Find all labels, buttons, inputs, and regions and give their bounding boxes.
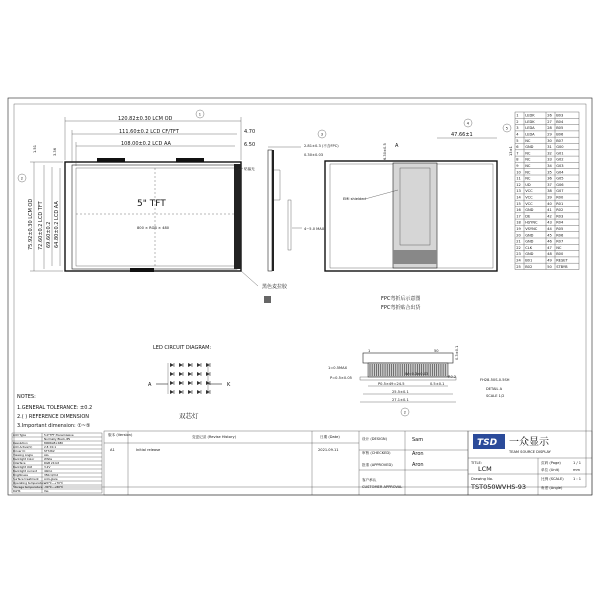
pin-table-cell: 2	[516, 119, 519, 124]
title-label: TITLE:	[471, 461, 482, 465]
scale-value: 1 : 1	[573, 477, 582, 481]
dim-4766: 47.66±1	[451, 132, 473, 138]
notes	[17, 394, 92, 429]
pin-table-cell: HSYNC	[525, 220, 538, 225]
led-diode	[170, 381, 174, 385]
pin-table-cell: VCC	[525, 201, 533, 206]
pin-table-cell: LEDA	[525, 126, 535, 131]
pin-table-cell: B04	[556, 119, 564, 124]
pin-table-cell: GND	[525, 233, 534, 238]
pin-table-cell: VCC	[525, 189, 533, 194]
led-diode	[197, 363, 201, 367]
dim-outline-width: 120.82±0.30 LCM OD	[118, 116, 173, 122]
pin-table-cell: GND	[525, 208, 534, 213]
pin-table-cell: B06	[556, 132, 564, 137]
lcm-outline	[65, 162, 241, 271]
pin-table-cell: 3	[516, 126, 519, 131]
notes-title: NOTES:	[17, 394, 36, 400]
pin-table-cell: 28	[547, 126, 552, 131]
check-value: Aron	[412, 451, 424, 457]
pin-table-cell: R05	[556, 227, 564, 231]
design-label: 设计 (DESIGN)	[362, 437, 387, 441]
pin-table-cell: 34	[547, 164, 552, 168]
pin-table-cell: 38	[547, 189, 552, 194]
pin-table-cell: B00	[556, 252, 564, 257]
check-label: 审核 (CHECKED)	[362, 451, 391, 455]
led-diode	[197, 372, 201, 376]
pin-table-cell: B02	[525, 264, 533, 269]
pin-table-cell: B03	[556, 113, 564, 118]
back-view	[325, 132, 513, 311]
pin-table-cell: 50	[547, 264, 552, 269]
zone-4: 4	[466, 121, 470, 126]
angle-label: 角度 (Angle)	[541, 486, 563, 490]
dim-470: 4.70	[244, 129, 256, 135]
spec-value: 5.0"TFT,Transmissive	[44, 433, 74, 438]
dim-aa-height: 64.80±0.2 LCD AA	[54, 201, 60, 248]
led-circuit	[148, 345, 231, 420]
fpc-pin50: 50	[434, 349, 439, 353]
pin-table-cell: 23	[516, 252, 521, 257]
led-diode	[170, 372, 174, 376]
fpc-dim-r2: R0.2	[448, 375, 457, 379]
unit-label: 单位 (Unit)	[541, 468, 560, 472]
spec-value: Anti-glare	[44, 477, 58, 482]
pin-table-cell: R03	[556, 214, 564, 219]
page-value: 1 / 1	[573, 461, 582, 465]
pin-table-cell: G04	[556, 170, 564, 175]
led-diode	[197, 390, 201, 394]
pin-table-cell: 41	[547, 208, 552, 213]
drawing-label: Drawing No.	[471, 477, 494, 481]
tape-note: 黑色麦拉胶	[262, 284, 288, 290]
pin-table-cell: NC	[525, 164, 531, 168]
top-tab	[97, 158, 125, 162]
spec-value: White	[44, 457, 53, 462]
spec-label: RoHS	[13, 489, 21, 494]
pin-table-cell: 27	[547, 119, 552, 124]
led-diode	[170, 363, 174, 367]
fpc-dim-pitch: P0.5×49=24.5	[378, 382, 405, 386]
pin-table-cell: G00	[556, 145, 564, 150]
pin-table-cell: 45	[547, 233, 552, 238]
pin-table-cell: 13	[516, 189, 521, 194]
spec-label: Viewing Angle	[13, 453, 33, 458]
pin-table-cell: DE	[525, 214, 531, 219]
pin-table-cell: 11	[516, 176, 521, 181]
spec-label: Interface	[13, 461, 26, 466]
pin-table-cell: R00	[556, 195, 564, 200]
svg-text:TSD: TSD	[477, 438, 498, 448]
pin-table-cell: 33	[547, 157, 552, 162]
spec-label: Backlight current	[13, 469, 37, 474]
dim-151: 1.51	[33, 144, 37, 153]
pin-table-cell: B07	[556, 138, 564, 143]
spec-value: ST7262	[44, 449, 55, 454]
spec-value: 40mA	[44, 469, 53, 474]
front-view	[28, 116, 288, 303]
led-cathode: K	[227, 382, 231, 388]
led-diode	[179, 381, 183, 385]
scale-label: 比例 (SCALE)	[541, 477, 564, 481]
rev-date: 2021.09.11	[318, 448, 339, 452]
pin-table-cell: 20	[516, 233, 521, 238]
fpc-detail	[328, 346, 510, 416]
dim-630: 6.30±0.5	[383, 143, 387, 160]
pin-table-cell: 4	[516, 132, 519, 137]
spec-value: -20℃~+70℃	[44, 481, 64, 486]
pin-table-cell: 44	[547, 227, 552, 231]
dim-thickness: 2.81±0.3 (不含FPC)	[304, 144, 339, 148]
polarizer-note: 贴偏光	[244, 167, 255, 171]
approve-value: Aron	[412, 462, 424, 468]
pin-table-cell: 48	[547, 252, 552, 257]
dim-max: 4~5.0 MAX	[304, 227, 325, 231]
active-area	[76, 168, 235, 266]
led-diode	[179, 363, 183, 367]
spec-value: 2.8 ±0.1	[44, 445, 57, 450]
pin-table-cell: G07	[556, 189, 564, 194]
panel-title: 5" TFT	[137, 199, 166, 209]
top-tab-right	[176, 158, 204, 162]
dim-aa-width: 108.00±0.2 LCD AA	[121, 141, 171, 147]
spec-label: Operating temperature	[13, 481, 46, 486]
fpc-note-2: FPC弯折贴合出货	[381, 305, 421, 311]
pin-table-cell: 36	[547, 176, 552, 181]
pin-table-cell: VCC	[525, 195, 533, 200]
zone-1: 1	[198, 112, 202, 117]
pin-table-cell: B05	[556, 126, 564, 131]
led-diode	[179, 390, 183, 394]
drawing-value: TST050WVHS-93	[471, 483, 526, 491]
dim-ctf-width: 111.60±0.2 LCD CF/TFT	[119, 129, 179, 135]
pin-table-cell: 29	[547, 132, 552, 137]
pin-table-cell: G02	[556, 157, 564, 162]
pin-table-cell: R02	[556, 208, 564, 213]
fpc-dim-271: 27.1±0.1	[392, 398, 409, 402]
pin-table-cell: 9	[516, 164, 519, 168]
led-anode: A	[148, 382, 152, 388]
pin-table-cell: 5	[516, 138, 519, 143]
fpc-dim-p05: P=0.5×0.05	[330, 376, 352, 380]
led-diode	[188, 363, 192, 367]
pin-table-cell: 14	[516, 195, 521, 200]
dim-outline-height: 75.92±0.30 LCM OD	[28, 198, 34, 250]
rev-h-ver: 版本 (Version)	[108, 433, 133, 437]
pin-table	[515, 112, 579, 270]
pin-table-cell: NC	[525, 138, 531, 143]
pin-table-cell: 26	[547, 113, 552, 118]
pin-table-cell: NC	[556, 245, 562, 250]
pin-table-cell: 43	[547, 220, 552, 225]
spec-value: RGB 24 bit	[44, 461, 60, 466]
note-3: 3.Important dimension: ①~⑤	[17, 423, 91, 429]
pin-table-cell: NC	[525, 157, 531, 162]
pin-table-cell: R06	[556, 233, 564, 238]
fpc-dim-w: W=0.3±0.03	[405, 372, 429, 376]
pin-table-cell: NC	[525, 176, 531, 181]
zone-2: 2	[20, 176, 24, 181]
dim-336: 3.36	[53, 147, 57, 156]
led-diode	[179, 372, 183, 376]
pin-table-cell: 49	[547, 258, 552, 263]
pin-table-cell: 39	[547, 195, 552, 200]
pin-table-cell: CLK	[525, 245, 533, 250]
pin-table-cell: R01	[556, 201, 564, 206]
spec-label: LCD Type	[13, 433, 26, 438]
fpc-callout: 2	[403, 410, 407, 415]
pin-table-cell: VSYNC	[525, 227, 538, 231]
pin-table-cell: LEDK	[525, 119, 535, 124]
note-2: 2.( ) REFERENCE DIMENSION	[17, 414, 89, 420]
pin-table-cell: STBYB	[556, 264, 568, 269]
pin-table-cell: GND	[525, 239, 534, 244]
pin-table-cell: R04	[556, 220, 564, 225]
design-value: Sam	[412, 437, 424, 443]
zone-3: 3	[320, 132, 324, 137]
title-block	[468, 431, 592, 495]
spec-value: Yes	[44, 489, 49, 494]
pin-table-cell: 30	[547, 138, 552, 143]
dim-131: 13±1	[509, 146, 513, 156]
zone-5: 5	[505, 126, 509, 131]
led-diode	[188, 390, 192, 394]
spec-label: Driver IC	[13, 449, 26, 454]
pin-table-cell: RESET	[556, 258, 568, 263]
led-title: LED CIRCUIT DIAGRAM:	[153, 345, 212, 351]
fpc-note-2: DETAIL A	[486, 387, 503, 391]
fpc-dim-t: 1=0.5MAX	[328, 366, 348, 370]
pin-table-cell: G03	[556, 164, 564, 168]
pin-table-cell: 8	[516, 157, 519, 162]
pin-table-cell: LEDA	[525, 132, 535, 137]
pin-table-cell: B01	[525, 258, 533, 263]
pin-table-cell: 17	[516, 214, 521, 219]
pin-table-cell: 15	[516, 201, 521, 206]
revision-block	[104, 431, 468, 495]
pin-table-cell: 37	[547, 182, 552, 187]
pin-table-cell: 1	[516, 113, 519, 118]
led-diode	[188, 372, 192, 376]
fpc-note-3: SCALE 1/2	[486, 394, 505, 398]
pin-table-cell: 25	[516, 264, 521, 269]
page-label: 页码 (Page)	[541, 461, 561, 465]
pin-table-cell: GND	[525, 252, 534, 257]
pin-table-cell: UD	[525, 182, 531, 187]
title-value: LCM	[478, 465, 492, 473]
pin-table-cell: 22	[516, 245, 521, 250]
dim-650: 6.50	[244, 142, 256, 148]
spec-label: Resolution	[13, 441, 28, 446]
pin-table-cell: G01	[556, 151, 564, 156]
pin-table-cell: 46	[547, 239, 552, 244]
spec-label: Brightness	[13, 473, 28, 478]
spec-value: 800RGB×480	[44, 441, 64, 446]
pin-table-cell: 32	[547, 151, 552, 156]
right-fpc-edge	[234, 164, 241, 269]
pin-table-cell: R07	[556, 239, 564, 244]
led-diode	[197, 381, 201, 385]
approve-label: 批准 (APPROVED)	[362, 463, 393, 467]
pin-table-cell: G06	[556, 182, 564, 187]
rev-desc: Initial release	[136, 448, 161, 452]
spec-value: ALL	[44, 453, 50, 458]
note-1: 1.GENERAL TOLERANCE: ±0.2	[17, 405, 93, 411]
pin-table-cell: 24	[516, 258, 521, 263]
pin-table-cell: G05	[556, 176, 564, 181]
pin-table-cell: 21	[516, 239, 521, 244]
company-en: TEAM SOURCE DISPLAY	[509, 450, 551, 454]
spec-table	[12, 433, 102, 493]
pin-table-cell: 47	[547, 245, 552, 250]
spec-label: Backlight Color	[13, 457, 35, 462]
company-cn: 一众显示	[509, 437, 549, 448]
rev-h-date: 日期 (Date)	[320, 435, 340, 439]
tft-glass	[72, 165, 237, 269]
pin-table-cell: GND	[525, 145, 534, 150]
pin-table-cell: 40	[547, 201, 552, 206]
pin-table-cell: 31	[547, 145, 552, 150]
spec-label: Backlight Volt	[13, 465, 33, 470]
pin-table-cell: 7	[516, 151, 519, 156]
pin-table-cell: 12	[516, 182, 521, 187]
rev-value: A1	[110, 448, 115, 452]
rev-h-desc: 变更记录 (Revise History)	[192, 435, 237, 439]
led-caption: 双芯灯	[179, 412, 199, 420]
side-view	[268, 143, 339, 271]
fpc-dim-05: 0.5±0.1	[430, 382, 445, 386]
dim-ctf-height: 72.60±0.2 LCD TFT	[38, 201, 44, 250]
pin-table-cell: NC	[525, 170, 531, 175]
pin-table-cell: 10	[516, 170, 521, 175]
fpc-note-1: FPC弯折后示意图	[381, 296, 421, 302]
pin-table-cell: LEDK	[525, 113, 535, 118]
customer-label-en: CUSTOMER APPROVAL	[362, 485, 403, 489]
fpc-dim-255: 25.5±0.1	[392, 390, 409, 394]
spec-value: 350cd/m2	[44, 473, 59, 478]
spec-value: 3.2V	[44, 465, 51, 470]
dim-030: 0.30±0.03	[304, 153, 324, 157]
fpc-pin1: 1	[368, 349, 371, 353]
unit-value: mm	[573, 468, 581, 472]
bottom-tab	[130, 268, 154, 272]
emi-note: EMI shielded	[343, 197, 366, 201]
fpc-dim-r: 0.3±0.1	[455, 345, 459, 360]
spec-label: LCD Active(V)	[13, 445, 33, 450]
led-diode	[170, 390, 174, 394]
pin-table-cell: 16	[516, 208, 521, 213]
pin-table-cell: NC	[525, 151, 531, 156]
detail-a-mark: A	[395, 143, 399, 149]
led-diode	[188, 381, 192, 385]
pin-table-cell: 18	[516, 220, 521, 225]
resolution-label: 800 × RGB × 480	[137, 226, 170, 230]
spec-label: Storage temperature	[13, 485, 43, 490]
spec-value: Normally Black,IPS	[44, 437, 71, 442]
spec-value: -30℃~+80℃	[44, 485, 64, 490]
customer-label: 客户承认	[362, 478, 377, 482]
dim-69: 69.60±0.2	[46, 221, 52, 248]
pin-table-cell: 19	[516, 227, 521, 231]
pin-table-cell: 6	[516, 145, 519, 150]
spec-label: Surface treatment	[13, 477, 39, 482]
fpc-note-1: FH28-50S-0.5SH	[480, 378, 510, 382]
pin-table-cell: 42	[547, 214, 552, 219]
pin-table-cell: 35	[547, 170, 552, 175]
